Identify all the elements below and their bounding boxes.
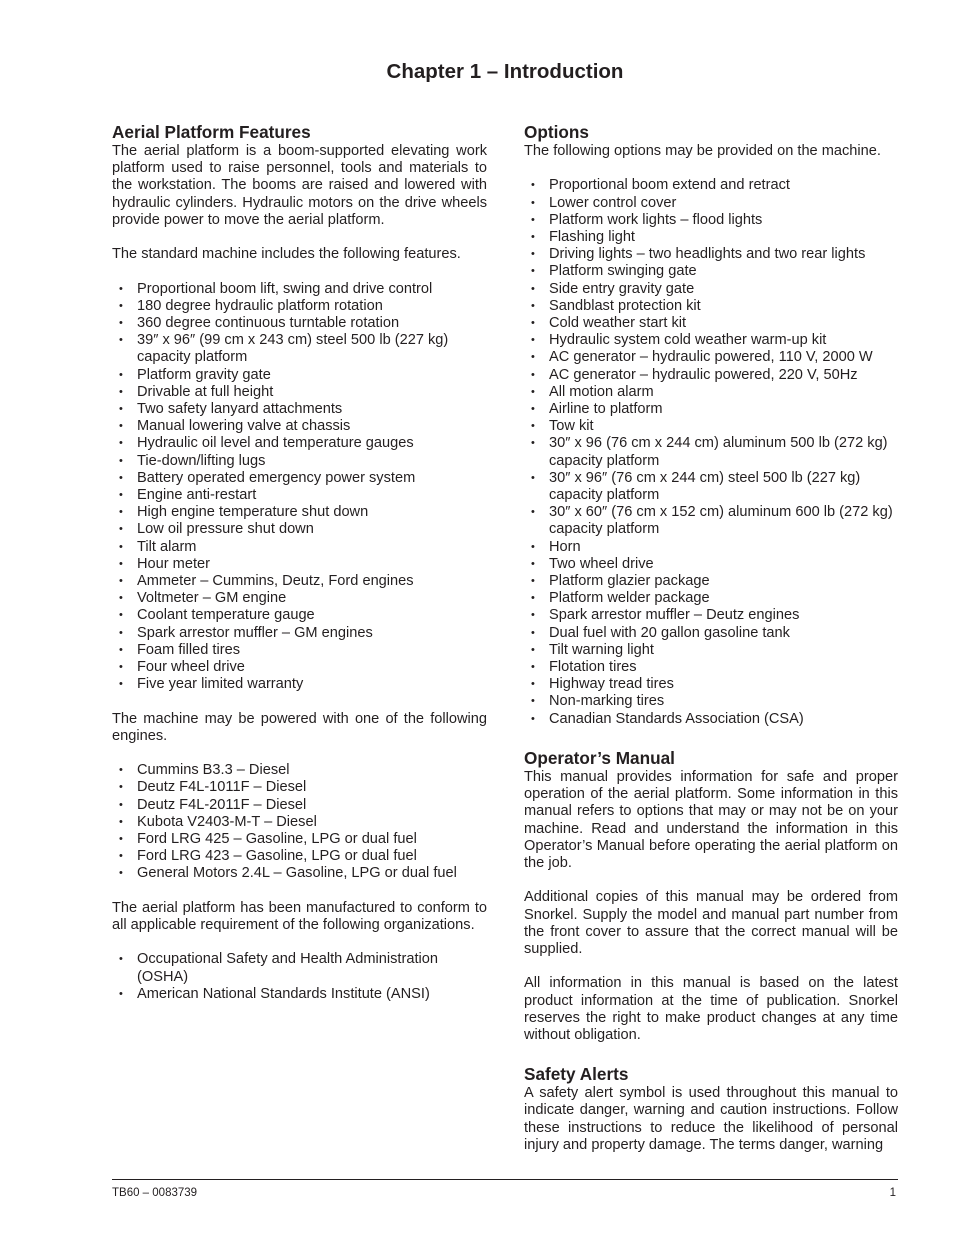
list-item: • 30″ x 96 (76 cm x 244 cm) aluminum 500 lb (272 kg) capacity platform xyxy=(524,435,898,469)
safety-alerts-heading: Safety Alerts xyxy=(524,1064,629,1085)
safety-alerts-text: A safety alert symbol is used throughout this manual to indicate danger, warning and caution instructions. Follow these instructions to reduce the likelihood of personal injury and property damage. The terms danger, warning xyxy=(524,1085,898,1153)
list-item: • Four wheel drive xyxy=(112,659,487,676)
list-item: • Lower control cover xyxy=(524,195,898,212)
list-item: • Ford LRG 423 – Gasoline, LPG or dual fuel xyxy=(112,848,487,865)
standard-features-list xyxy=(112,281,487,694)
list-item: • All motion alarm xyxy=(524,384,898,401)
list-item: • Foam filled tires xyxy=(112,642,487,659)
list-item: • Platform swinging gate xyxy=(524,263,898,280)
list-item: • Spark arrestor muffler – GM engines xyxy=(112,625,487,642)
list-item: • Spark arrestor muffler – Deutz engines xyxy=(524,607,898,624)
list-item: • Tow kit xyxy=(524,418,898,435)
chapter-title: Chapter 1 – Introduction xyxy=(386,60,624,83)
list-item: • Hydraulic system cold weather warm-up kit xyxy=(524,332,898,349)
list-item: • Coolant temperature gauge xyxy=(112,607,487,624)
list-item: • Dual fuel with 20 gallon gasoline tank xyxy=(524,625,898,642)
manual-paragraph: This manual provides information for safe and proper operation of the aerial platform. Some information in this manual refers to options that may or may not be on your machine. Read and understand the information in this Operator’s Manual before operating the aerial platform on the job. xyxy=(524,768,898,871)
list-item: • Hydraulic oil level and temperature gauges xyxy=(112,435,487,452)
list-item: • Flashing light xyxy=(524,229,898,246)
manual-paragraph: All information in this manual is based on the latest product information at the time of publication. Snorkel reserves the right to make product changes at any time without obligation. xyxy=(524,975,898,1043)
list-item: • Non-marking tires xyxy=(524,693,898,710)
list-item: • Flotation tires xyxy=(524,659,898,676)
list-item: • Cold weather start kit xyxy=(524,315,898,332)
page-number: 1 xyxy=(889,1187,896,1199)
list-item: • Cummins B3.3 – Diesel xyxy=(112,762,487,779)
list-item: • Deutz F4L-2011F – Diesel xyxy=(112,797,487,814)
list-item: • Airline to platform xyxy=(524,401,898,418)
list-item: • Two wheel drive xyxy=(524,556,898,573)
footer-doc-id: TB60 – 0083739 xyxy=(112,1187,198,1199)
list-item: • 360 degree continuous turntable rotation xyxy=(112,315,487,332)
list-item: • Occupational Safety and Health Administration (OSHA) xyxy=(112,951,487,985)
list-item: • Five year limited warranty xyxy=(112,676,487,693)
list-item: • Ford LRG 425 – Gasoline, LPG or dual fuel xyxy=(112,831,487,848)
list-item: • AC generator – hydraulic powered, 220 V, 50Hz xyxy=(524,367,898,384)
list-item: • Driving lights – two headlights and two rear lights xyxy=(524,246,898,263)
manual-paragraph: Additional copies of this manual may be ordered from Snorkel. Supply the model and manual part number from the front cover to assure that the correct manual will be supplied. xyxy=(524,889,898,957)
list-item: • Highway tread tires xyxy=(524,676,898,693)
list-item: • Two safety lanyard attachments xyxy=(112,401,487,418)
list-item: • AC generator – hydraulic powered, 110 V, 2000 W xyxy=(524,349,898,366)
list-item: • Deutz F4L-1011F – Diesel xyxy=(112,779,487,796)
list-item: • High engine temperature shut down xyxy=(112,504,487,521)
list-item: • Platform work lights – flood lights xyxy=(524,212,898,229)
list-item: • Horn xyxy=(524,539,898,556)
list-item: • Proportional boom extend and retract xyxy=(524,177,898,194)
options-intro: The following options may be provided on the machine. xyxy=(524,143,881,159)
footer-divider xyxy=(112,1179,898,1180)
list-item: • 39″ x 96″ (99 cm x 243 cm) steel 500 lb (227 kg) capacity platform xyxy=(112,332,487,366)
list-item: • Kubota V2403-M-T – Diesel xyxy=(112,814,487,831)
list-item: • Hour meter xyxy=(112,556,487,573)
standard-features-intro: The standard machine includes the following features. xyxy=(112,246,461,263)
options-list xyxy=(524,177,898,728)
list-item: • 180 degree hydraulic platform rotation xyxy=(112,298,487,315)
list-item: • Sandblast protection kit xyxy=(524,298,898,315)
list-item: • Platform welder package xyxy=(524,590,898,607)
list-item: • Manual lowering valve at chassis xyxy=(112,418,487,435)
list-item: • General Motors 2.4L – Gasoline, LPG or dual fuel xyxy=(112,865,487,882)
list-item: • 30″ x 96″ (76 cm x 244 cm) steel 500 lb (227 kg) capacity platform xyxy=(524,470,898,504)
engines-intro: The machine may be powered with one of the following engines. xyxy=(112,710,487,744)
list-item: • American National Standards Institute (ANSI) xyxy=(112,986,487,1003)
organizations-list xyxy=(112,951,487,1003)
list-item: • Voltmeter – GM engine xyxy=(112,590,487,607)
options-heading: Options xyxy=(524,122,589,142)
engines-list xyxy=(112,762,487,882)
features-heading: Aerial Platform Features xyxy=(112,122,311,142)
list-item: • Ammeter – Cummins, Deutz, Ford engines xyxy=(112,573,487,590)
list-item: • Platform glazier package xyxy=(524,573,898,590)
list-item: • Battery operated emergency power system xyxy=(112,470,487,487)
right-column xyxy=(524,121,898,1154)
list-item: • Side entry gravity gate xyxy=(524,281,898,298)
operators-manual-heading: Operator’s Manual xyxy=(524,747,675,768)
list-item: • 30″ x 60″ (76 cm x 152 cm) aluminum 600 lb (272 kg) capacity platform xyxy=(524,504,898,538)
list-item: • Proportional boom lift, swing and drive control xyxy=(112,281,487,298)
left-column xyxy=(112,121,487,1003)
list-item: • Tilt warning light xyxy=(524,642,898,659)
list-item: • Canadian Standards Association (CSA) xyxy=(524,711,898,728)
features-intro: The aerial platform is a boom-supported elevating work platform used to raise personnel, tools and materials to the workstation. The booms are raised and lowered with hydraulic cylinders. Hydraulic motors on the drive wheels provide power to move the aerial platform. xyxy=(112,143,487,228)
organizations-intro: The aerial platform has been manufactured to conform to all applicable requirement of the following organizations. xyxy=(112,899,487,934)
list-item: • Engine anti-restart xyxy=(112,487,487,504)
list-item: • Tilt alarm xyxy=(112,539,487,556)
list-item: • Platform gravity gate xyxy=(112,367,487,384)
list-item: • Low oil pressure shut down xyxy=(112,521,487,538)
list-item: • Tie-down/lifting lugs xyxy=(112,453,487,470)
list-item: • Drivable at full height xyxy=(112,384,487,401)
